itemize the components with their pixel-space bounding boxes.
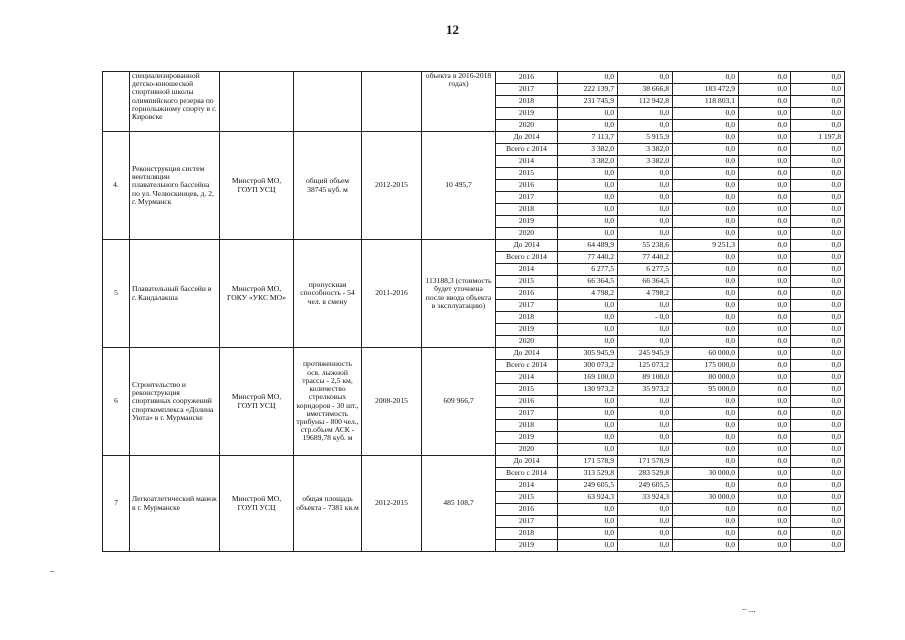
- year-cell: 2015: [496, 168, 558, 180]
- value-cell: 0,0: [558, 192, 618, 204]
- value-cell: 171 578,9: [618, 456, 673, 468]
- value-cell: 0,0: [618, 528, 673, 540]
- value-cell: 0,0: [739, 276, 791, 288]
- value-cell: 0,0: [618, 444, 673, 456]
- value-cell: 0,0: [558, 420, 618, 432]
- value-cell: 0,0: [739, 168, 791, 180]
- year-cell: 2015: [496, 384, 558, 396]
- value-cell: 0,0: [791, 480, 845, 492]
- value-cell: 0,0: [618, 180, 673, 192]
- value-cell: 0,0: [673, 324, 739, 336]
- value-cell: 0,0: [673, 504, 739, 516]
- page-number: 12: [446, 22, 459, 37]
- value-cell: 64 489,9: [558, 240, 618, 252]
- value-cell: 283 529,8: [618, 468, 673, 480]
- value-cell: 0,0: [673, 288, 739, 300]
- value-cell: 55 238,6: [618, 240, 673, 252]
- value-cell: 38 666,8: [618, 84, 673, 96]
- value-cell: 0,0: [673, 444, 739, 456]
- executor: Минстрой МО, ГОКУ «УКС МО»: [220, 240, 294, 348]
- value-cell: 0,0: [791, 120, 845, 132]
- value-cell: 0,0: [673, 192, 739, 204]
- characteristic: пропускная способность - 54 чел. в смену: [294, 240, 362, 348]
- value-cell: 77 440,2: [618, 252, 673, 264]
- year-cell: 2016: [496, 396, 558, 408]
- value-cell: 305 945,9: [558, 348, 618, 360]
- object-name: Плавательный бассейн в г. Кандалакша: [130, 240, 220, 348]
- value-cell: 0,0: [618, 420, 673, 432]
- value-cell: 0,0: [791, 408, 845, 420]
- year-cell: 2017: [496, 192, 558, 204]
- year-cell: 2019: [496, 216, 558, 228]
- value-cell: 3 382,0: [618, 156, 673, 168]
- year-cell: 2018: [496, 96, 558, 108]
- value-cell: 0,0: [791, 216, 845, 228]
- value-cell: 0,0: [791, 360, 845, 372]
- value-cell: 0,0: [739, 72, 791, 84]
- estimated-cost: объекта в 2016-2018 годах): [422, 72, 496, 132]
- value-cell: 249 605,5: [618, 480, 673, 492]
- value-cell: 1 197,8: [791, 132, 845, 144]
- value-cell: 0,0: [673, 156, 739, 168]
- margin-mark-left: –: [50, 566, 55, 576]
- value-cell: 0,0: [673, 300, 739, 312]
- value-cell: 0,0: [791, 492, 845, 504]
- period: 2012-2015: [362, 456, 422, 552]
- value-cell: 3 382,0: [558, 144, 618, 156]
- value-cell: 0,0: [618, 540, 673, 552]
- value-cell: 0,0: [673, 108, 739, 120]
- period: 2008-2015: [362, 348, 422, 456]
- year-cell: Всего с 2014: [496, 144, 558, 156]
- value-cell: 0,0: [791, 180, 845, 192]
- value-cell: 0,0: [791, 72, 845, 84]
- value-cell: 0,0: [791, 348, 845, 360]
- value-cell: 0,0: [791, 432, 845, 444]
- year-cell: 2019: [496, 540, 558, 552]
- value-cell: 0,0: [558, 300, 618, 312]
- value-cell: 0,0: [558, 168, 618, 180]
- value-cell: 125 073,2: [618, 360, 673, 372]
- value-cell: 0,0: [673, 72, 739, 84]
- object-name: Строительство и реконструкция спортивных сооружений спорткомплекса «Долина Уюта» в г. Мурманске: [130, 348, 220, 456]
- value-cell: 0,0: [673, 516, 739, 528]
- value-cell: 0,0: [739, 144, 791, 156]
- table-row: [103, 240, 845, 252]
- value-cell: 30 000,0: [673, 468, 739, 480]
- value-cell: 0,0: [791, 288, 845, 300]
- value-cell: 35 973,2: [618, 384, 673, 396]
- value-cell: 0,0: [791, 528, 845, 540]
- value-cell: 0,0: [739, 492, 791, 504]
- value-cell: 95 000,0: [673, 384, 739, 396]
- year-cell: 2015: [496, 276, 558, 288]
- value-cell: 0,0: [558, 408, 618, 420]
- value-cell: 0,0: [618, 168, 673, 180]
- object-number: 4.: [103, 132, 130, 240]
- value-cell: 0,0: [791, 444, 845, 456]
- value-cell: 0,0: [739, 456, 791, 468]
- value-cell: 0,0: [739, 516, 791, 528]
- period: 2011-2016: [362, 240, 422, 348]
- value-cell: 0,0: [791, 108, 845, 120]
- margin-mark-bottom: – ...: [742, 604, 756, 614]
- value-cell: 0,0: [739, 360, 791, 372]
- value-cell: 0,0: [791, 300, 845, 312]
- value-cell: 0,0: [558, 516, 618, 528]
- object-name: Реконструкция систем вентиляции плавательного бассейна по ул. Челюскинцев, д. 2, г. Мурманск: [130, 132, 220, 240]
- value-cell: 0,0: [673, 132, 739, 144]
- table-row: [103, 72, 845, 84]
- estimated-cost: 113188,3 (стоимость будет уточнена после ввода объекта в эксплуатацию): [422, 240, 496, 348]
- executor: Минстрой МО, ГОУП УСЦ: [220, 456, 294, 552]
- value-cell: 0,0: [739, 336, 791, 348]
- value-cell: 249 605,5: [558, 480, 618, 492]
- executor: Минстрой МО, ГОУП УСЦ: [220, 348, 294, 456]
- value-cell: 7 113,7: [558, 132, 618, 144]
- year-cell: 2016: [496, 504, 558, 516]
- value-cell: 0,0: [739, 108, 791, 120]
- value-cell: 0,0: [791, 144, 845, 156]
- value-cell: 0,0: [673, 408, 739, 420]
- value-cell: 0,0: [739, 228, 791, 240]
- value-cell: 0,0: [739, 432, 791, 444]
- value-cell: 0,0: [791, 192, 845, 204]
- year-cell: 2018: [496, 420, 558, 432]
- value-cell: 0,0: [739, 348, 791, 360]
- year-cell: 2018: [496, 528, 558, 540]
- value-cell: 0,0: [739, 468, 791, 480]
- value-cell: 0,0: [791, 456, 845, 468]
- year-cell: 2019: [496, 324, 558, 336]
- value-cell: 63 924,3: [558, 492, 618, 504]
- value-cell: 0,0: [673, 168, 739, 180]
- investment-objects-table: [102, 71, 845, 552]
- value-cell: 0,0: [739, 264, 791, 276]
- year-cell: До 2014: [496, 348, 558, 360]
- year-cell: 2019: [496, 108, 558, 120]
- year-cell: Всего с 2014: [496, 468, 558, 480]
- value-cell: 0,0: [673, 144, 739, 156]
- value-cell: 0,0: [739, 252, 791, 264]
- period: 2012-2015: [362, 132, 422, 240]
- value-cell: 0,0: [791, 96, 845, 108]
- object-number: 6: [103, 348, 130, 456]
- value-cell: 0,0: [739, 528, 791, 540]
- value-cell: 0,0: [558, 312, 618, 324]
- value-cell: 313 529,8: [558, 468, 618, 480]
- value-cell: 0,0: [739, 120, 791, 132]
- value-cell: 77 440,2: [558, 252, 618, 264]
- value-cell: 300 073,2: [558, 360, 618, 372]
- value-cell: 0,0: [618, 108, 673, 120]
- value-cell: 0,0: [739, 504, 791, 516]
- value-cell: 0,0: [618, 120, 673, 132]
- value-cell: 0,0: [558, 72, 618, 84]
- value-cell: 0,0: [673, 480, 739, 492]
- characteristic: общая площадь объекта - 7381 кв.м: [294, 456, 362, 552]
- value-cell: 0,0: [673, 180, 739, 192]
- value-cell: 0,0: [739, 444, 791, 456]
- value-cell: - 0,0: [618, 312, 673, 324]
- value-cell: 4 798,2: [618, 288, 673, 300]
- value-cell: 0,0: [558, 120, 618, 132]
- value-cell: 0,0: [791, 168, 845, 180]
- value-cell: 0,0: [558, 444, 618, 456]
- characteristic: протяженность осв. лыжной трассы - 2,5 км, количество стрелковых коридоров - 30 шт., вместимость трибуны - 800 чел., стр.объем АСК - 19689,78 куб. м: [294, 348, 362, 456]
- value-cell: 0,0: [673, 396, 739, 408]
- value-cell: 0,0: [739, 216, 791, 228]
- year-cell: 2016: [496, 288, 558, 300]
- value-cell: 0,0: [739, 132, 791, 144]
- value-cell: 0,0: [791, 384, 845, 396]
- value-cell: 0,0: [558, 396, 618, 408]
- value-cell: 0,0: [558, 108, 618, 120]
- value-cell: 0,0: [558, 204, 618, 216]
- value-cell: 0,0: [558, 432, 618, 444]
- value-cell: 9 251,3: [673, 240, 739, 252]
- value-cell: 66 364,5: [558, 276, 618, 288]
- value-cell: 175 000,0: [673, 360, 739, 372]
- period: [362, 72, 422, 132]
- value-cell: 0,0: [558, 336, 618, 348]
- value-cell: 4 798,2: [558, 288, 618, 300]
- value-cell: 0,0: [673, 312, 739, 324]
- value-cell: 33 924,3: [618, 492, 673, 504]
- value-cell: 6 277,5: [618, 264, 673, 276]
- value-cell: 0,0: [739, 288, 791, 300]
- table-row: [103, 348, 845, 360]
- executor: [220, 72, 294, 132]
- value-cell: 0,0: [558, 228, 618, 240]
- value-cell: 0,0: [739, 372, 791, 384]
- value-cell: 0,0: [618, 432, 673, 444]
- value-cell: 0,0: [673, 252, 739, 264]
- value-cell: 0,0: [791, 240, 845, 252]
- year-cell: 2018: [496, 204, 558, 216]
- value-cell: 169 100,0: [558, 372, 618, 384]
- value-cell: 0,0: [673, 528, 739, 540]
- characteristic: [294, 72, 362, 132]
- value-cell: 0,0: [673, 120, 739, 132]
- value-cell: 0,0: [673, 420, 739, 432]
- value-cell: 0,0: [791, 468, 845, 480]
- year-cell: 2020: [496, 228, 558, 240]
- value-cell: 0,0: [618, 516, 673, 528]
- value-cell: 130 973,2: [558, 384, 618, 396]
- value-cell: 0,0: [618, 408, 673, 420]
- year-cell: 2018: [496, 312, 558, 324]
- value-cell: 0,0: [618, 72, 673, 84]
- object-name: специализированной детско-юношеской спортивной школы олимпийского резерва по горнолыжному спорту в г. Кировске: [130, 72, 220, 132]
- year-cell: 2020: [496, 120, 558, 132]
- value-cell: 0,0: [739, 408, 791, 420]
- value-cell: 0,0: [673, 204, 739, 216]
- value-cell: 0,0: [618, 216, 673, 228]
- value-cell: 0,0: [618, 336, 673, 348]
- value-cell: 0,0: [791, 264, 845, 276]
- value-cell: 0,0: [739, 540, 791, 552]
- value-cell: 0,0: [618, 204, 673, 216]
- value-cell: 0,0: [791, 324, 845, 336]
- value-cell: 118 803,1: [673, 96, 739, 108]
- value-cell: 0,0: [739, 312, 791, 324]
- value-cell: 0,0: [791, 276, 845, 288]
- value-cell: 0,0: [558, 180, 618, 192]
- object-number: [103, 72, 130, 132]
- value-cell: 0,0: [791, 516, 845, 528]
- year-cell: 2014: [496, 156, 558, 168]
- value-cell: 66 364,5: [618, 276, 673, 288]
- year-cell: 2019: [496, 432, 558, 444]
- table-row: [103, 132, 845, 144]
- value-cell: 0,0: [791, 372, 845, 384]
- year-cell: 2017: [496, 84, 558, 96]
- value-cell: 0,0: [739, 300, 791, 312]
- value-cell: 0,0: [739, 204, 791, 216]
- value-cell: 0,0: [673, 216, 739, 228]
- value-cell: 6 277,5: [558, 264, 618, 276]
- object-number: 7: [103, 456, 130, 552]
- value-cell: 231 745,9: [558, 96, 618, 108]
- value-cell: 0,0: [558, 216, 618, 228]
- value-cell: 0,0: [673, 432, 739, 444]
- year-cell: 2020: [496, 444, 558, 456]
- value-cell: 0,0: [739, 192, 791, 204]
- value-cell: 0,0: [558, 504, 618, 516]
- value-cell: 89 100,0: [618, 372, 673, 384]
- value-cell: 0,0: [673, 540, 739, 552]
- year-cell: 2017: [496, 516, 558, 528]
- value-cell: 0,0: [739, 240, 791, 252]
- year-cell: 2020: [496, 336, 558, 348]
- value-cell: 0,0: [739, 384, 791, 396]
- value-cell: 0,0: [673, 456, 739, 468]
- value-cell: 0,0: [739, 480, 791, 492]
- executor: Минстрой МО, ГОУП УСЦ: [220, 132, 294, 240]
- year-cell: 2017: [496, 300, 558, 312]
- value-cell: 0,0: [791, 396, 845, 408]
- value-cell: 60 000,0: [673, 348, 739, 360]
- value-cell: 171 578,9: [558, 456, 618, 468]
- year-cell: 2016: [496, 72, 558, 84]
- value-cell: 0,0: [673, 264, 739, 276]
- year-cell: Всего с 2014: [496, 360, 558, 372]
- value-cell: 0,0: [673, 336, 739, 348]
- value-cell: 0,0: [558, 540, 618, 552]
- value-cell: 183 472,9: [673, 84, 739, 96]
- value-cell: 0,0: [618, 192, 673, 204]
- value-cell: 0,0: [791, 84, 845, 96]
- value-cell: 0,0: [618, 504, 673, 516]
- year-cell: 2014: [496, 372, 558, 384]
- estimated-cost: 485 108,7: [422, 456, 496, 552]
- object-number: 5: [103, 240, 130, 348]
- value-cell: 112 942,8: [618, 96, 673, 108]
- estimated-cost: 10 495,7: [422, 132, 496, 240]
- value-cell: 0,0: [618, 228, 673, 240]
- value-cell: 3 382,0: [618, 144, 673, 156]
- value-cell: 0,0: [739, 180, 791, 192]
- value-cell: 0,0: [558, 528, 618, 540]
- value-cell: 0,0: [618, 324, 673, 336]
- value-cell: 0,0: [791, 156, 845, 168]
- year-cell: До 2014: [496, 240, 558, 252]
- year-cell: 2014: [496, 480, 558, 492]
- value-cell: 30 000,0: [673, 492, 739, 504]
- value-cell: 0,0: [673, 228, 739, 240]
- value-cell: 0,0: [739, 420, 791, 432]
- object-name: Легкоатлетический манеж в г. Мурманске: [130, 456, 220, 552]
- value-cell: 0,0: [791, 540, 845, 552]
- value-cell: 0,0: [739, 84, 791, 96]
- year-cell: До 2014: [496, 132, 558, 144]
- year-cell: Всего с 2014: [496, 252, 558, 264]
- value-cell: 0,0: [791, 252, 845, 264]
- value-cell: 222 139,7: [558, 84, 618, 96]
- value-cell: 0,0: [618, 396, 673, 408]
- value-cell: 0,0: [791, 420, 845, 432]
- year-cell: 2017: [496, 408, 558, 420]
- value-cell: 0,0: [791, 336, 845, 348]
- value-cell: 0,0: [558, 324, 618, 336]
- value-cell: 5 915,9: [618, 132, 673, 144]
- value-cell: 3 382,0: [558, 156, 618, 168]
- value-cell: 0,0: [618, 300, 673, 312]
- value-cell: 0,0: [791, 204, 845, 216]
- value-cell: 0,0: [791, 228, 845, 240]
- estimated-cost: 609 966,7: [422, 348, 496, 456]
- year-cell: 2014: [496, 264, 558, 276]
- table-row: [103, 456, 845, 468]
- value-cell: 0,0: [739, 324, 791, 336]
- value-cell: 80 000,0: [673, 372, 739, 384]
- value-cell: 0,0: [791, 504, 845, 516]
- characteristic: общий объем 38745 куб. м: [294, 132, 362, 240]
- value-cell: 0,0: [739, 156, 791, 168]
- year-cell: 2016: [496, 180, 558, 192]
- value-cell: 0,0: [739, 396, 791, 408]
- value-cell: 245 945,9: [618, 348, 673, 360]
- value-cell: 0,0: [739, 96, 791, 108]
- year-cell: До 2014: [496, 456, 558, 468]
- value-cell: 0,0: [791, 312, 845, 324]
- value-cell: 0,0: [673, 276, 739, 288]
- year-cell: 2015: [496, 492, 558, 504]
